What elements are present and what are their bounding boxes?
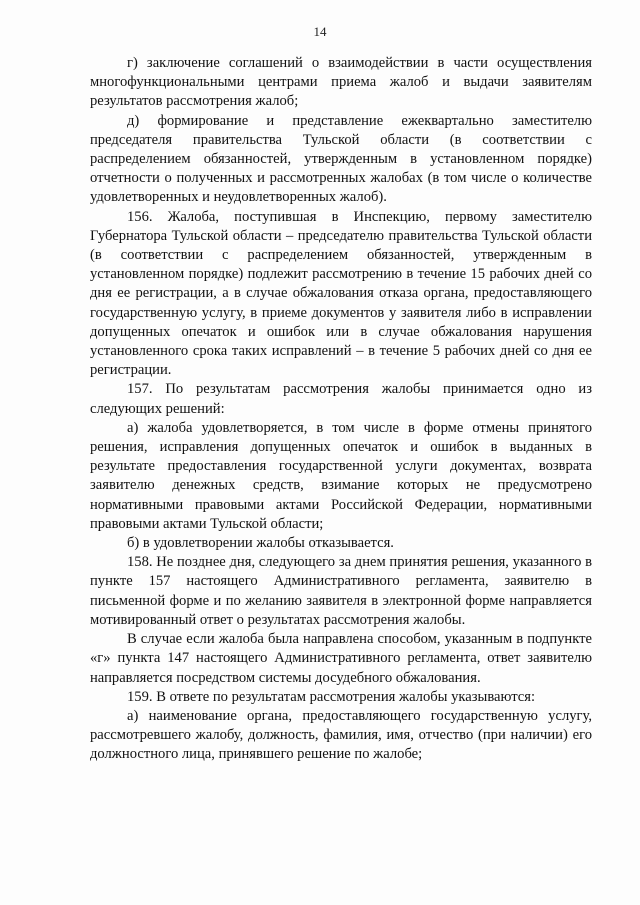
paragraph-d-reporting: д) формирование и представление ежеквартально заместителю председателя правительства Тульской области (в соответствии с распределением обязанностей, утвержденным в установленном порядке) отчетности о полученных и рассмотренных жалобах (в том числе о количестве удовлетворенных и неудовлетворенных жалоб).: [90, 112, 592, 206]
paragraph-157-b: б) в удовлетворении жалобы отказывается.: [127, 535, 394, 552]
paragraph-158: 158. Не позднее дня, следующего за днем принятия решения, указанного в пункте 157 настоящего Административного регламента, заявителю в письменной форме и по желанию заявителя в электронной форме направляется мотивированный ответ о результатах рассмотрения жалобы.: [90, 554, 592, 628]
paragraph-156: 156. Жалоба, поступившая в Инспекцию, первому заместителю Губернатора Тульской области – председателю правительства Тульской области (в соответствии с распределением обязанностей, утвержденным в установленном порядке) подлежит рассмотрению в течение 15 рабочих дней со дня ее регистрации, а в случае обжалования отказа органа, предоставляющего государственную услугу, в приеме документов у заявителя либо в исправлении допущенных опечаток и ошибок или в случае обжалования нарушения установленного срока таких исправлений – в течение 5 рабочих дней со дня ее регистрации.: [90, 208, 592, 379]
document-body: [90, 54, 592, 765]
paragraph-158-system: В случае если жалоба была направлена способом, указанным в подпункте «г» пункта 147 настоящего Административного регламента, ответ заявителю направляется посредством системы досудебного обжалования.: [90, 631, 592, 686]
paragraph-159: 159. В ответе по результатам рассмотрения жалобы указываются:: [127, 688, 536, 705]
paragraph-157: 157. По результатам рассмотрения жалобы принимается одно из следующих решений:: [90, 381, 592, 417]
paragraph-157-a: а) жалоба удовлетворяется, в том числе в форме отмены принятого решения, исправления допущенных опечаток и ошибок в выданных в результате предоставления государственной услуги документах, возврата заявителю денежных средств, взимание которых не предусмотрено нормативными правовыми актами Российской Федерации, нормативными правовыми актами Тульской области;: [90, 419, 592, 532]
paragraph-159-a: а) наименование органа, предоставляющего государственную услугу, рассмотревшего жалобу, должность, фамилия, имя, отчество (при наличии) его должностного лица, принявшего решение по жалобе;: [90, 707, 592, 763]
paragraph-g-agreements: г) заключение соглашений о взаимодействии в части осуществления многофункциональными центрами приема жалоб и выдачи заявителям результатов рассмотрения жалоб;: [90, 55, 592, 110]
page-number: 14: [313, 24, 327, 39]
